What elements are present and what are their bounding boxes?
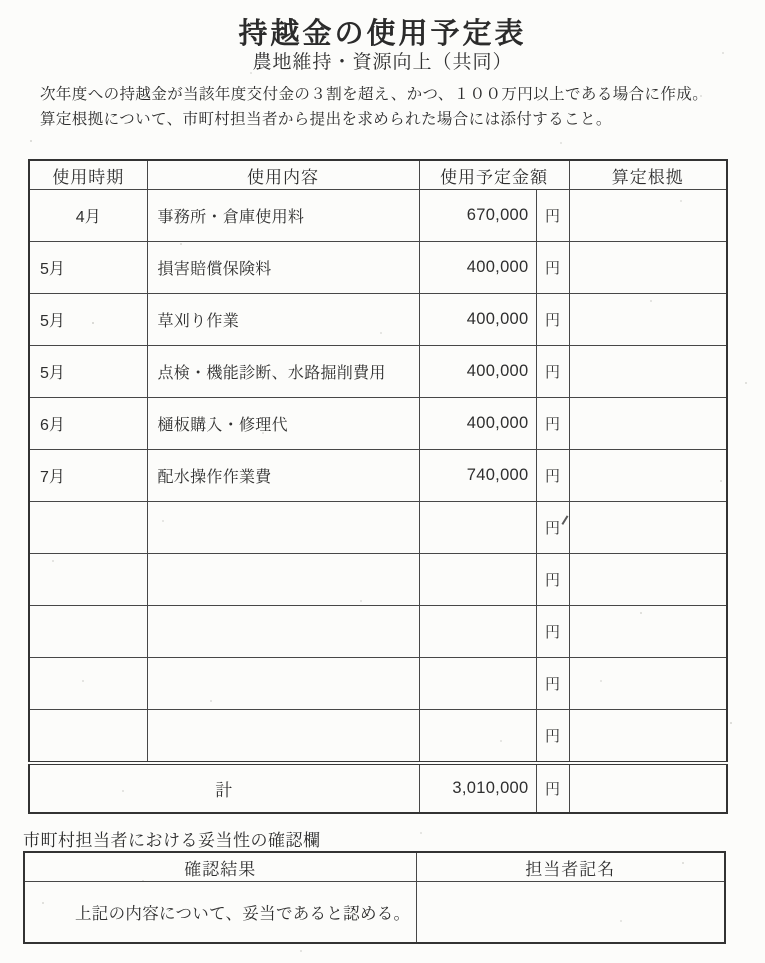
basis-cell [569, 710, 727, 764]
basis-cell [569, 502, 727, 554]
schedule-header-row [29, 160, 727, 190]
confirmation-header-row [24, 852, 725, 882]
total-label-cell: 計 [29, 763, 419, 813]
confirmation-table [23, 851, 726, 944]
content-cell [147, 606, 419, 658]
scan-noise [0, 0, 2, 2]
content-cell: 樋板購入・修理代 [147, 398, 419, 450]
instruction-note-line-2: 算定根拠について、市町村担当者から提出を求められた場合には添付すること。 [40, 111, 612, 128]
col-header-basis: 算定根拠 [569, 160, 727, 190]
form-subtitle: 農地維持・資源向上（共同） [252, 52, 513, 73]
period-cell [29, 554, 147, 606]
col-header-period: 使用時期 [29, 160, 147, 190]
period-cell: 6月 [29, 398, 147, 450]
content-cell: 点検・機能診断、水路掘削費用 [147, 346, 419, 398]
table-row [29, 346, 727, 398]
table-row-empty [29, 502, 727, 554]
table-row [29, 398, 727, 450]
basis-cell [569, 450, 727, 502]
content-cell [147, 658, 419, 710]
basis-cell [569, 398, 727, 450]
basis-cell [569, 242, 727, 294]
amount-cell: 740,000 [419, 450, 536, 502]
table-row [29, 242, 727, 294]
usage-schedule-table [28, 159, 728, 814]
content-cell: 草刈り作業 [147, 294, 419, 346]
amount-cell [419, 606, 536, 658]
unit-cell: 円 [536, 606, 569, 658]
total-basis-cell [569, 763, 727, 813]
confirmation-section-label: 市町村担当者における妥当性の確認欄 [23, 831, 321, 850]
amount-cell: 400,000 [419, 398, 536, 450]
content-cell [147, 710, 419, 764]
unit-cell: 円 [536, 710, 569, 764]
unit-cell: 円 [536, 242, 569, 294]
unit-cell: 円 [536, 294, 569, 346]
period-cell: 4月 [29, 190, 147, 242]
unit-cell: 円 [536, 658, 569, 710]
unit-cell: 円 [536, 190, 569, 242]
instruction-note-line-1: 次年度への持越金が当該年度交付金の３割を超え、かつ、１００万円以上である場合に作成。 [40, 86, 709, 103]
table-row [29, 450, 727, 502]
unit-cell: 円 [536, 346, 569, 398]
content-cell: 配水操作作業費 [147, 450, 419, 502]
basis-cell [569, 658, 727, 710]
confirmation-row [24, 882, 725, 944]
col-header-signature: 担当者記名 [416, 852, 725, 882]
amount-cell [419, 710, 536, 764]
col-header-amount: 使用予定金額 [419, 160, 569, 190]
basis-cell [569, 294, 727, 346]
table-row-empty [29, 658, 727, 710]
table-row-empty [29, 606, 727, 658]
period-cell: 5月 [29, 294, 147, 346]
basis-cell [569, 346, 727, 398]
signature-cell [416, 882, 725, 944]
period-cell [29, 658, 147, 710]
unit-cell: 円 [536, 554, 569, 606]
unit-cell: 円 [536, 398, 569, 450]
content-cell [147, 554, 419, 606]
period-cell [29, 710, 147, 764]
amount-cell [419, 658, 536, 710]
total-unit-cell: 円 [536, 763, 569, 813]
table-row-empty [29, 554, 727, 606]
total-amount-cell: 3,010,000 [419, 763, 536, 813]
amount-cell [419, 554, 536, 606]
amount-cell [419, 502, 536, 554]
period-cell [29, 502, 147, 554]
table-row-empty [29, 710, 727, 764]
table-row [29, 294, 727, 346]
amount-cell: 400,000 [419, 346, 536, 398]
content-cell: 事務所・倉庫使用料 [147, 190, 419, 242]
basis-cell [569, 190, 727, 242]
basis-cell [569, 606, 727, 658]
period-cell: 5月 [29, 346, 147, 398]
amount-cell: 400,000 [419, 294, 536, 346]
content-cell: 損害賠償保険料 [147, 242, 419, 294]
col-header-result: 確認結果 [24, 852, 416, 882]
table-row [29, 190, 727, 242]
basis-cell [569, 554, 727, 606]
total-row [29, 763, 727, 813]
confirmation-result-cell: 上記の内容について、妥当であると認める。 [24, 882, 416, 944]
amount-cell: 670,000 [419, 190, 536, 242]
unit-cell: 円 [536, 450, 569, 502]
form-title: 持越金の使用予定表 [238, 18, 527, 50]
col-header-content: 使用内容 [147, 160, 419, 190]
content-cell [147, 502, 419, 554]
unit-cell: 円 [536, 502, 569, 554]
instruction-notes [40, 82, 735, 132]
period-cell: 5月 [29, 242, 147, 294]
amount-cell: 400,000 [419, 242, 536, 294]
period-cell [29, 606, 147, 658]
period-cell: 7月 [29, 450, 147, 502]
